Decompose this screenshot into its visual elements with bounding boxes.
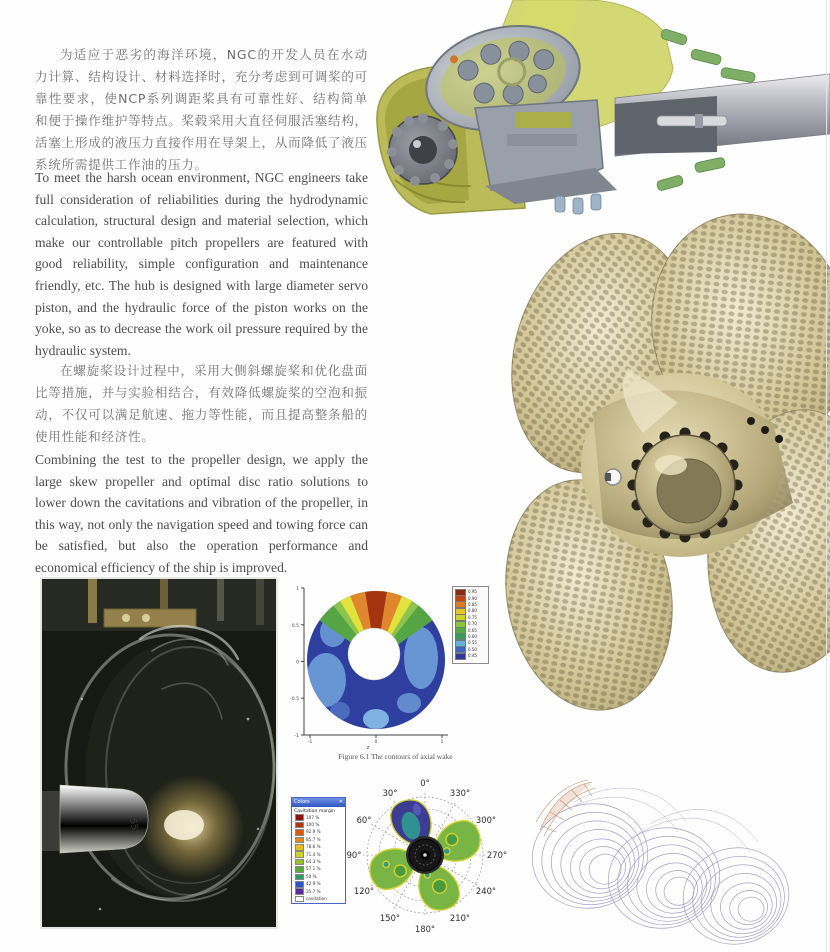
svg-text:150°: 150° bbox=[379, 913, 401, 923]
legend-entry: 50 % bbox=[292, 873, 345, 880]
wake-contour-field bbox=[298, 584, 458, 744]
cavitation-test-photo bbox=[40, 577, 278, 929]
svg-text:z: z bbox=[366, 745, 370, 750]
tunnel-equipment bbox=[42, 579, 276, 631]
shaft-marking: 555 bbox=[127, 817, 140, 837]
figure-caption: Figure 6.1 The contours of axial wake bbox=[338, 752, 453, 761]
legend-entry: 71.4 % bbox=[292, 851, 345, 858]
svg-text:60°: 60° bbox=[356, 815, 372, 825]
legend-entry: 57.1 % bbox=[292, 866, 345, 873]
paragraph-chinese-1: 为适应于恶劣的海洋环境，NGC的开发人员在水动力计算、结构设计、材料选择时，充分考虑到可调桨的可靠性要求，使NCP系列调距桨具有可靠性好、结构简单和便于操作维护等特点。桨毂采用大直径伺服活塞结构，活塞上形成的液压力直接作用在导架上，从而降低了液压系统所需提供工作油的压力。 bbox=[35, 47, 368, 172]
svg-text:1: 1 bbox=[296, 587, 299, 592]
svg-text:300°: 300° bbox=[475, 815, 497, 825]
cavitation-polar-plot bbox=[342, 776, 512, 952]
vortex-loop-2 bbox=[599, 817, 729, 938]
legend-entry: cavitation bbox=[292, 895, 345, 902]
colorbar-row: 0.50 bbox=[455, 647, 486, 653]
axial-wake-contour-plot bbox=[288, 582, 463, 750]
svg-text:120°: 120° bbox=[353, 886, 375, 896]
svg-text:240°: 240° bbox=[475, 886, 497, 896]
colorbar-row: 0.60 bbox=[455, 634, 486, 640]
vortex-sheet-arcs bbox=[562, 788, 758, 852]
cpp-hub-cutaway-render bbox=[365, 0, 830, 218]
legend-title: Cavitation margin bbox=[294, 808, 336, 814]
svg-text:1: 1 bbox=[440, 740, 444, 745]
svg-text:-0.5: -0.5 bbox=[290, 697, 299, 703]
paragraph-english-1: To meet the harsh ocean environment, NGC engineers take full consideration of reliabilities during the hydrodynamic calculation, structural design and material selection, which make our controllable pitch propellers are featured with good reliability, simple configuration and maintenance friendly, etc. The hub is designed with large diameter servo piston, and the hydraulic force of the piston works on the yoke, so as to decrease the work oil pressure required by the hydraulic system. bbox=[35, 170, 368, 358]
legend-window-title: Colors bbox=[294, 799, 310, 805]
vortex-wireframe-drawing bbox=[512, 768, 830, 952]
svg-text:330°: 330° bbox=[449, 788, 471, 798]
page-edge-line bbox=[826, 0, 827, 952]
svg-text:270°: 270° bbox=[486, 850, 508, 860]
blade-mesh-patch bbox=[536, 780, 596, 836]
shaft-fairing-cone bbox=[42, 785, 148, 853]
svg-text:30°: 30° bbox=[382, 788, 398, 798]
legend-entry: 42.9 % bbox=[292, 881, 345, 888]
paragraph-chinese-2: 在螺旋桨设计过程中，采用大侧斜螺旋桨和优化盘面比等措施，并与实验相结合，有效降低螺旋桨的空泡和振动，不仅可以满足航速、拖力等性能，而且提高整条船的使用性能和经济性。 bbox=[35, 363, 368, 444]
legend-entry: 64.3 % bbox=[292, 858, 345, 865]
legend-entry: 92.9 % bbox=[292, 829, 345, 836]
legend-titlebar bbox=[292, 798, 345, 807]
legend-entry: 78.6 % bbox=[292, 844, 345, 851]
colorbar-row: 0.90 bbox=[455, 595, 486, 601]
polar-hub bbox=[406, 836, 444, 874]
svg-text:0°: 0° bbox=[420, 778, 430, 788]
colorbar-row: 0.45 bbox=[455, 653, 486, 659]
colorbar-row: 0.70 bbox=[455, 621, 486, 627]
svg-text:-1: -1 bbox=[294, 734, 299, 739]
svg-text:-1: -1 bbox=[307, 740, 313, 745]
cavitation-legend-window bbox=[291, 797, 346, 904]
servo-piston-block bbox=[475, 100, 617, 204]
wake-colorbar bbox=[452, 586, 489, 664]
legend-entry: 85.7 % bbox=[292, 836, 345, 843]
colorbar-row: 0.55 bbox=[455, 640, 486, 646]
vortex-loop-1 bbox=[522, 793, 657, 919]
vortex-loop-3 bbox=[674, 838, 798, 952]
paragraph-english-2: Combining the test to the propeller design, we apply the large skew propeller and optimal disc ratio solutions to lower down the cavitations and vibration of the propeller, in this way, not only the navigation speed and towing force can be satisfied, but also the operation performance and economical efficiency of the ship is improved. bbox=[35, 452, 368, 575]
legend-entry: 35.7 % bbox=[292, 888, 345, 895]
close-icon: ✕ bbox=[338, 799, 343, 805]
bronze-propeller-photo bbox=[493, 203, 830, 720]
legend-entry: 107 % bbox=[292, 814, 345, 821]
svg-text:0: 0 bbox=[374, 740, 378, 745]
colorbar-row: 0.95 bbox=[455, 589, 486, 595]
svg-text:180°: 180° bbox=[414, 924, 436, 934]
colorbar-row: 0.85 bbox=[455, 602, 486, 608]
colorbar-row: 0.65 bbox=[455, 627, 486, 633]
svg-text:0: 0 bbox=[296, 660, 299, 666]
svg-text:90°: 90° bbox=[346, 850, 362, 860]
legend-entry: 100 % bbox=[292, 821, 345, 828]
colorbar-row: 0.80 bbox=[455, 608, 486, 614]
colorbar-row: 0.75 bbox=[455, 615, 486, 621]
svg-text:210°: 210° bbox=[449, 913, 471, 923]
svg-text:0.5: 0.5 bbox=[291, 623, 299, 629]
